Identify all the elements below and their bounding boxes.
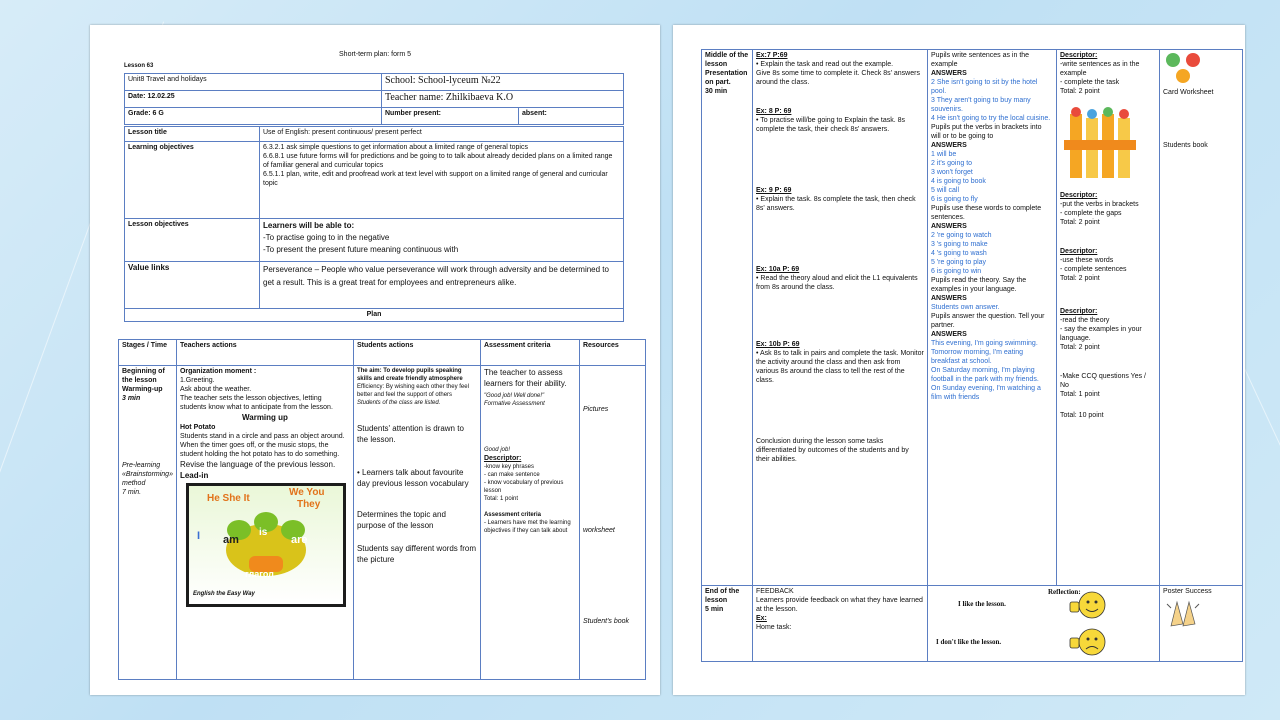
descriptor-head: Descriptor:	[1060, 52, 1098, 59]
answer-line: 2 're going to watch	[931, 232, 992, 239]
traffic-light-icon	[1163, 51, 1207, 85]
left-page	[90, 25, 660, 695]
thumbs-down-smiley-icon	[1068, 626, 1108, 658]
student-aim: The aim: To develop pupils speaking skills and create friendly atmosphere	[356, 368, 463, 382]
stage-middle-time: 30 min	[705, 88, 728, 95]
picture-word: is	[258, 527, 268, 538]
descriptor-line: - complete the gaps	[1060, 210, 1122, 217]
reflection-like: I like the lesson.	[958, 600, 1006, 608]
ex7-text: • Explain the task and read out the example.	[756, 61, 894, 68]
stage-prelearning: Pre-learning «Brainstorming» method	[122, 462, 173, 487]
right-page	[673, 25, 1245, 695]
student-determine: Determines the topic and purpose of the lesson	[356, 510, 446, 530]
descriptor-line: Total: 1 point	[1060, 391, 1100, 398]
col-stages: Stages / Time	[119, 340, 177, 366]
answer-line: Students own answer.	[931, 304, 1000, 311]
descriptor-line: Total: 2 point	[1060, 219, 1100, 226]
descriptor-line: -put the verbs in brackets	[1060, 201, 1139, 208]
revise-text: Revise the language of the previous lesson.	[179, 460, 336, 469]
students-answer: Pupils answer the question. Tell your partner.	[931, 313, 1045, 329]
org-moment-line: Ask about the weather.	[179, 386, 252, 393]
col-students: Students actions	[353, 340, 480, 366]
teacher-cell: Teacher name: Zhilkibaeva K.O	[382, 91, 624, 108]
header-title: Short-term plan: form 5	[339, 51, 411, 58]
answers-head: ANSWERS	[931, 142, 967, 149]
ex9-text: • Explain the task. 8s complete the task, then check 8s' answers.	[756, 196, 916, 212]
value-links-label: Value links	[125, 262, 260, 309]
answer-line: 4 's going to wash	[931, 250, 987, 257]
objectives-table	[124, 126, 624, 322]
answer-line: 3 's going to make	[931, 241, 988, 248]
learning-objective: 6.6.8.1 use future forms will for predictions and be going to to talk about already decided plans on a limited range of familiar general and curricular topics	[263, 153, 613, 169]
clapping-hands-icon	[1163, 596, 1203, 630]
plan-continued-table	[701, 49, 1243, 662]
picture-word: are	[290, 534, 308, 546]
picture-word: am	[222, 534, 239, 546]
students-read: Pupils read the theory. Say the examples in your language.	[931, 277, 1027, 293]
answers-head: ANSWERS	[931, 70, 967, 77]
ex7-text: Give 8s some time to complete it. Check 8s' answers around the class.	[756, 70, 920, 86]
students-put: Pupils put the verbs in brackets into will or to be going to	[931, 124, 1042, 140]
answer-line: 3 They aren't going to buy many souvenirs.	[931, 97, 1031, 113]
descriptor-head: Descriptor:	[1060, 308, 1098, 315]
student-say: Students say different words from the picture	[356, 544, 476, 564]
lesson-number: Lesson 63	[124, 63, 154, 69]
stage-end: End of the lesson	[705, 588, 740, 604]
student-attention: Students' attention is drawn to the lesson.	[356, 424, 464, 444]
answer-line: 4 is going to book	[931, 178, 986, 185]
descriptor-line: Total: 2 point	[1060, 88, 1100, 95]
descriptor-line: - say the examples in your language.	[1060, 326, 1142, 342]
answer-line: 5 're going to play	[931, 259, 987, 266]
student-class: Students of the class are listed.	[356, 400, 441, 406]
ex8-head: Ex: 8 P: 69	[756, 108, 792, 115]
number-present-cell: Number present:	[382, 108, 519, 125]
descriptor-line: - complete sentences	[1060, 266, 1127, 273]
total-points: Total: 10 point	[1060, 412, 1104, 419]
assess-formative: Formative Assessment	[483, 401, 545, 407]
picture-word: I	[196, 530, 201, 542]
assess-good-job: Good job!	[483, 447, 510, 453]
header-table	[124, 73, 624, 125]
assess-descriptor: - know vocabulary of previous lesson	[483, 480, 564, 494]
stage-beginning-time: 3 min	[122, 395, 141, 402]
org-moment-line: The teacher sets the lesson objectives, letting students know what to anticipate from the lesson.	[179, 395, 333, 411]
home-task: Home task:	[756, 624, 792, 631]
assess-descriptor-head: Descriptor:	[483, 455, 522, 462]
school-cell: School: School-lyceum №22	[382, 74, 624, 91]
descriptor-head: Descriptor:	[1060, 248, 1098, 255]
ex10a-text: • Read the theory aloud and elicit the L1 equivalents from 8s around the class.	[756, 275, 918, 291]
grade-cell: Grade: 6 G	[125, 108, 382, 125]
lesson-objective: -To practise going to in the negative	[263, 233, 390, 242]
student-efficiency: Efficiency: By wishing each other they feel better and feel the support of others	[356, 384, 469, 398]
stage-end-time: 5 min	[705, 606, 724, 613]
students-use: Pupils use these words to complete sentences.	[931, 205, 1042, 221]
answer-line: 4 He isn't going to try the local cuisine.	[931, 115, 1051, 122]
students-intro: Pupils write sentences as in the example	[931, 52, 1030, 68]
picture-label: глагол	[244, 569, 274, 579]
col-resources: Resources	[579, 340, 645, 366]
resource-students-book: Students book	[1163, 142, 1208, 149]
assess-criteria: - Learners have met the learning objectives if they can talk about	[483, 520, 571, 534]
answer-line: 2 it's going to	[931, 160, 973, 167]
lesson-objectives-head: Learners will be able to:	[263, 221, 355, 230]
ex8-text: • To practise will/be going to Explain the task. 8s complete the task, their check 8s' answers.	[756, 117, 906, 133]
assess-good: "Good job! Well done!"	[483, 393, 545, 399]
org-moment-head: Organization moment :	[179, 368, 257, 375]
learning-objective: 6.3.2.1 ask simple questions to get information about a limited range of general topics	[263, 144, 528, 151]
ex9-head: Ex: 9 P: 69	[756, 187, 792, 194]
pencils-illustration	[1064, 104, 1144, 184]
lesson-title-label: Lesson title	[125, 127, 260, 142]
plan-table	[118, 339, 646, 680]
answer-line: On Saturday morning, I'm playing football in the park with my friends.	[931, 367, 1039, 383]
descriptor-line: Total: 2 point	[1060, 275, 1100, 282]
answer-line: 2 She isn't going to sit by the hotel pool.	[931, 79, 1038, 95]
reflection-title: Reflection:	[1048, 588, 1081, 596]
absent-cell: absent:	[519, 108, 624, 125]
org-moment-line: 1.Greeting.	[179, 377, 215, 384]
answer-line: On Sunday evening, I'm watching a film with friends	[931, 385, 1041, 401]
warming-up-head: Warming up	[242, 413, 288, 422]
ex10b-head: Ex: 10b P: 69	[756, 341, 800, 348]
resource-card: Card Worksheet	[1163, 89, 1214, 96]
hot-potato-text: Students stand in a circle and pass an object around. When the timer goes off, or the music stops, the student holding the hot potato has to do something.	[179, 433, 345, 458]
answer-line: Tomorrow morning, I'm eating breakfast at school.	[931, 349, 1023, 365]
resource-pictures: Pictures	[582, 406, 609, 413]
reflection-dislike: I don't like the lesson.	[936, 638, 1002, 646]
ex10b-text: • Ask 8s to talk in pairs and complete the task. Monitor the activity around the class and then ask from various 8s around the class to tell the rest of the class.	[756, 350, 924, 384]
col-teacher: Teachers actions	[176, 340, 353, 366]
descriptor-line: -write sentences as in the example	[1060, 61, 1140, 77]
descriptor-line: -use these words	[1060, 257, 1114, 264]
lesson-title: Use of English: present continuous/ present perfect	[260, 127, 624, 142]
assess-teacher: The teacher to assess learners for their ability.	[483, 368, 567, 388]
learning-objectives-label: Learning objectives	[125, 142, 260, 219]
answer-line: 5 will call	[931, 187, 960, 194]
student-learners: • Learners talk about favourite day previous lesson vocabulary	[356, 468, 469, 488]
conclusion-text: Conclusion during the lesson some tasks differentiated by outcomes of the students and by their abilities.	[756, 438, 909, 463]
descriptor-line: -Make CCQ questions Yes / No	[1060, 373, 1146, 389]
lesson-objectives-label: Lesson objectives	[125, 219, 260, 262]
ex7-head: Ex:7 P:69	[756, 52, 788, 59]
resource-poster: Poster Success	[1163, 588, 1212, 595]
assess-descriptor: -know key phrases	[483, 464, 534, 470]
ex10a-head: Ex: 10a P: 69	[756, 266, 800, 273]
thumbs-up-smiley-icon	[1068, 590, 1108, 620]
hot-potato-head: Hot Potato	[179, 424, 216, 431]
learning-objective: 6.5.1.1 plan, write, edit and proofread work at text level with support on a limited range of general and curricular topic	[263, 171, 608, 187]
picture-word: They	[296, 499, 321, 510]
descriptor-head: Descriptor:	[1060, 192, 1098, 199]
resource-book: Student's book	[582, 618, 630, 625]
stage-beginning: Beginning of the lesson Warming-up	[122, 368, 165, 393]
assess-descriptor: Total: 1 point	[483, 496, 518, 502]
assess-criteria-head: Assessment criteria	[483, 512, 542, 518]
descriptor-line: -read the theory	[1060, 317, 1110, 324]
assess-descriptor: - can make sentence	[483, 472, 540, 478]
descriptor-line: Total: 2 point	[1060, 344, 1100, 351]
answer-line: 6 is going to fly	[931, 196, 978, 203]
unit-cell: Unit8 Travel and holidays	[125, 74, 382, 91]
value-links-text: Perseverance – People who value perseverance will work through adversity and be determined to get a result. This is a great treat for employees and entrepreneurs alike.	[260, 262, 624, 309]
feedback-head: FEEDBACK	[756, 588, 794, 595]
lead-in-head: Lead-in	[179, 471, 209, 480]
feedback-text: Learners provide feedback on what they have learned at the lesson.	[756, 597, 923, 613]
picture-word: He She It	[206, 493, 250, 504]
answer-line: This evening, I'm going swimming.	[931, 340, 1038, 347]
ex-label: Ex:	[756, 615, 767, 622]
resource-worksheet: worksheet	[582, 527, 615, 534]
picture-caption: English the Easy Way	[192, 591, 255, 597]
stage-prelearning-time: 7 min.	[122, 489, 142, 496]
answer-line: 6 is going to win	[931, 268, 982, 275]
verb-to-be-picture	[186, 483, 346, 607]
plan-label: Plan	[125, 309, 624, 322]
answer-line: 1 will be	[931, 151, 957, 158]
answers-head: ANSWERS	[931, 295, 967, 302]
answers-head: ANSWERS	[931, 331, 967, 338]
answer-line: 3 won't forget	[931, 169, 973, 176]
date-cell: Date: 12.02.25	[125, 91, 382, 108]
descriptor-line: - complete the task	[1060, 79, 1120, 86]
stage-middle: Middle of the lesson Presentation on part.	[705, 52, 749, 86]
answers-head: ANSWERS	[931, 223, 967, 230]
picture-word: We You	[288, 487, 325, 498]
lesson-objective: -To present the present future meaning continuous with	[263, 245, 459, 254]
col-assessment: Assessment criteria	[480, 340, 579, 366]
